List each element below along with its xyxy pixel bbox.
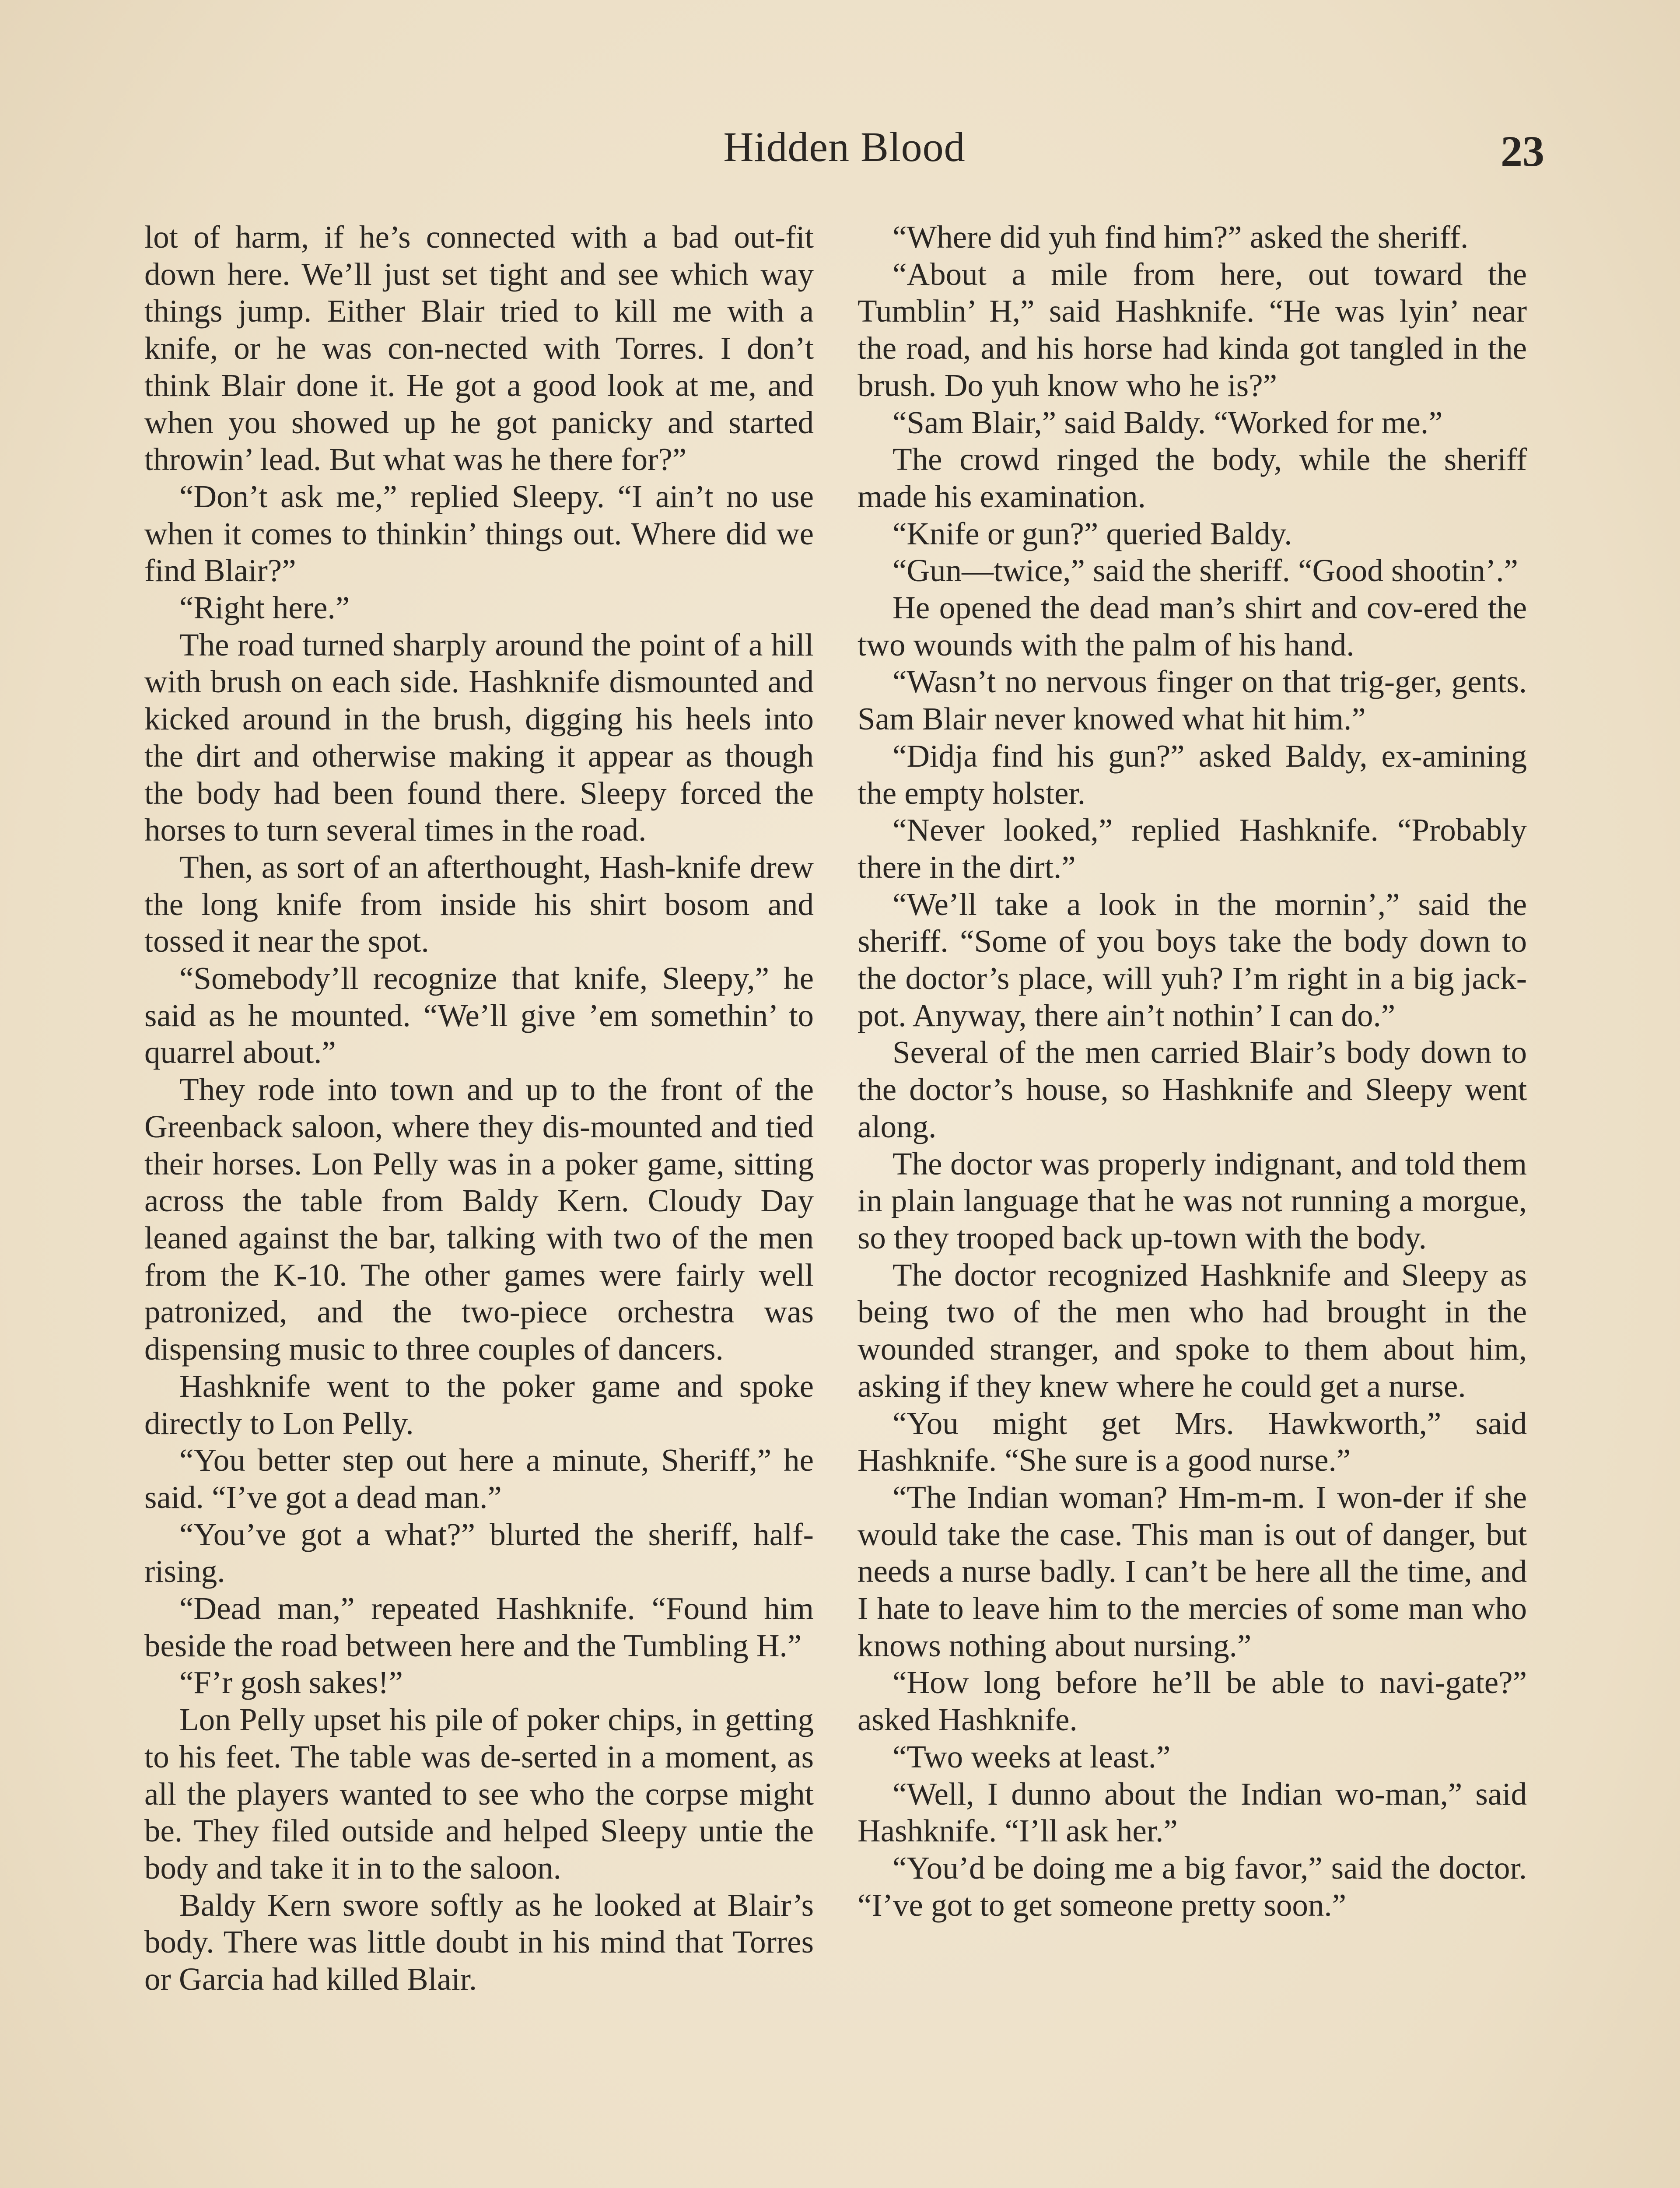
paragraph: The doctor was properly indignant, and told them in plain language that he was not running a morgue, so they trooped back up-town with the body. [858,1146,1527,1255]
paragraph: They rode into town and up to the front of the Greenback saloon, where they dis-mounted and tied their horses. Lon Pelly was in a poker game, sitting across the table from Baldy Kern. Cloudy Day leaned against the bar, talking with two of the men from the K-10. The other games were fairly well patronized, and the two-piece orchestra was dispensing music to three couples of dancers. [144,1072,814,1367]
paragraph: “Well, I dunno about the Indian wo-man,” said Hashknife. “I’ll ask her.” [858,1776,1527,1849]
paragraph: “Don’t ask me,” replied Sleepy. “I ain’t no use when it comes to thinkin’ things out. Where did we find Blair?” [144,478,814,589]
paragraph: “Somebody’ll recognize that knife, Sleepy,” he said as he mounted. “We’ll give ’em somethin’ to quarrel about.” [144,961,814,1070]
paragraph: “Two weeks at least.” [892,1739,1171,1774]
paragraph: “The Indian woman? Hm-m-m. I won-der if she would take the case. This man is out of danger, but needs a nurse badly. I can’t be here all the time, and I hate to leave him to the mercies of some man who knows nothing about nursing.” [858,1479,1527,1663]
paragraph: “You’ve got a what?” blurted the sheriff, half-rising. [144,1516,814,1589]
paragraph: “Never looked,” replied Hashknife. “Probably there in the dirt.” [858,812,1527,885]
paragraph: The crowd ringed the body, while the sheriff made his examination. [858,442,1527,514]
paragraph: Hashknife went to the poker game and spoke directly to Lon Pelly. [144,1368,814,1441]
paragraph: The road turned sharply around the point of a hill with brush on each side. Hashknife dismounted and kicked around in the brush, digging his heels into the dirt and otherwise making it appear as though the body had been found there. Sleepy forced the horses to turn several times in the road. [144,627,814,848]
paragraph: “Sam Blair,” said Baldy. “Worked for me.” [892,404,1443,440]
paragraph: Baldy Kern swore softly as he looked at Blair’s body. There was little doubt in his mind that Torres or Garcia had killed Blair. [144,1887,814,1997]
paragraph: “Wasn’t no nervous finger on that trig-ger, gents. Sam Blair never knowed what hit him.” [858,664,1527,737]
paragraph: “About a mile from here, out toward the Tumblin’ H,” said Hashknife. “He was lyin’ near the road, and his horse had kinda got tangled in the brush. Do yuh know who he is?” [858,256,1527,403]
paragraph: “You better step out here a minute, Sheriff,” he said. “I’ve got a dead man.” [144,1442,814,1515]
paragraph: “How long before he’ll be able to navi-gate?” asked Hashknife. [858,1665,1527,1738]
paragraph: “Dead man,” repeated Hashknife. “Found him beside the road between here and the Tumbling H.” [144,1591,814,1663]
paragraph: “You’d be doing me a big favor,” said the doctor. “I’ve got to get someone pretty soon.” [858,1850,1527,1923]
page-header [144,123,1544,184]
paragraph: “Where did yuh find him?” asked the sheriff. [892,219,1469,255]
paragraph: He opened the dead man’s shirt and cov-ered the two wounds with the palm of his hand. [858,590,1527,663]
paragraph: Lon Pelly upset his pile of poker chips, in getting to his feet. The table was de-serted in a moment, as all the players wanted to see who the corpse might be. They filed outside and helped Sleepy untie the body and take it in to the saloon. [144,1702,814,1886]
paragraph: “Knife or gun?” queried Baldy. [892,515,1292,551]
paragraph: “You might get Mrs. Hawkworth,” said Hashknife. “She sure is a good nurse.” [858,1405,1527,1478]
paragraph: lot of harm, if he’s connected with a bad out-fit down here. We’ll just set tight and see which way things jump. Either Blair tried to kill me with a knife, or he was con-nected with Torres. I don’t think Blair done it. He got a good look at me, and when you showed up he got panicky and started throwin’ lead. But what was he there for?” [144,219,814,477]
paragraph: “Right here.” [179,590,350,626]
paragraph: Then, as sort of an afterthought, Hash-knife drew the long knife from inside his shirt bosom and tossed it near the spot. [144,849,814,959]
left-column [144,219,814,1998]
paragraph: “We’ll take a look in the mornin’,” said the sheriff. “Some of you boys take the body down to the doctor’s place, will yuh? I’m right in a big jack-pot. Anyway, there ain’t nothin’ I can do.” [858,886,1527,1033]
paragraph: Several of the men carried Blair’s body down to the doctor’s house, so Hashknife and Sleepy went along. [858,1034,1527,1144]
paragraph: The doctor recognized Hashknife and Sleepy as being two of the men who had brought in the wounded stranger, and spoke to them about him, asking if they knew where he could get a nurse. [858,1257,1527,1404]
paragraph: “Gun—twice,” said the sheriff. “Good shootin’.” [892,553,1518,589]
paragraph: “Didja find his gun?” asked Baldy, ex-amining the empty holster. [858,738,1527,811]
running-title: Hidden Blood [723,123,966,170]
paragraph: “F’r gosh sakes!” [179,1665,403,1701]
right-column [858,219,1527,1924]
page-number: 23 [1501,127,1544,175]
